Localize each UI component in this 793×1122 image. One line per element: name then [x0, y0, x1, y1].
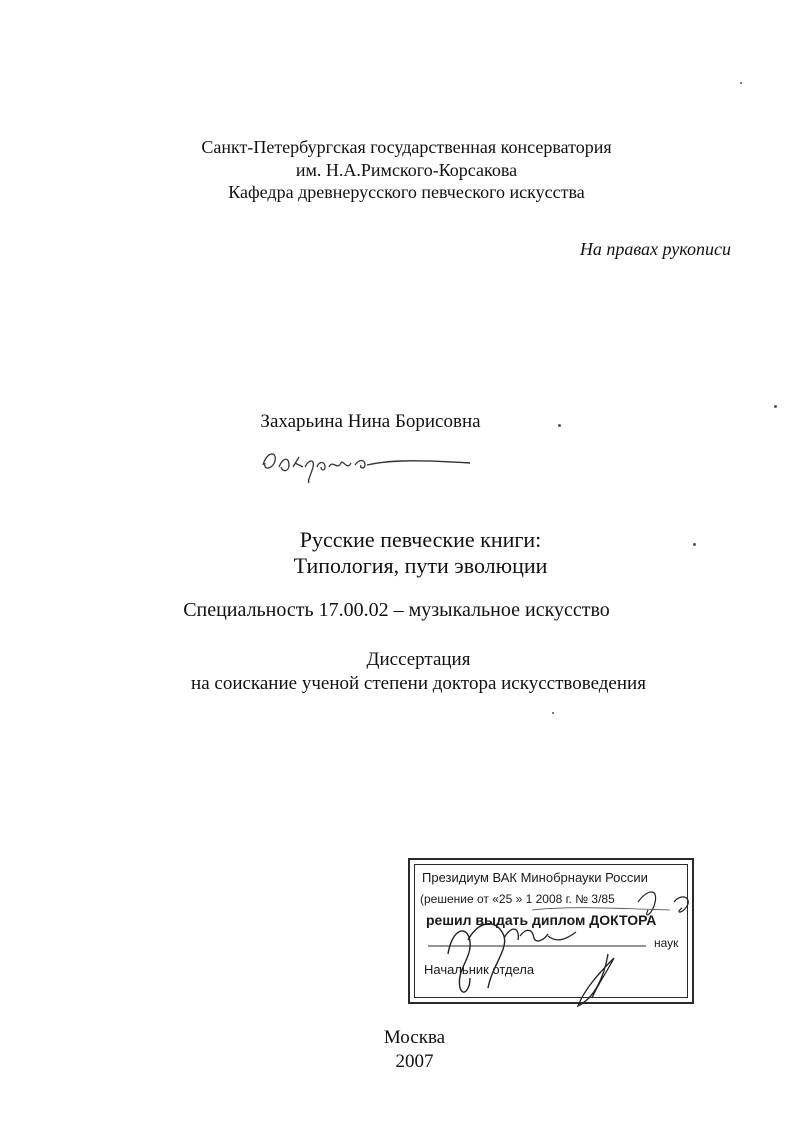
dissertation-title-line-2: Типология, пути эволюции: [293, 553, 548, 578]
city: Москва: [383, 1027, 446, 1048]
stamp-presidium: Президиум ВАК Минобрнауки России: [422, 870, 648, 885]
author-name: Захарьина Нина Борисовна: [260, 411, 481, 432]
scan-speck: [558, 424, 561, 427]
author-signature: [255, 437, 475, 487]
stamp-diploma: решил выдать диплом ДОКТОРА: [426, 912, 657, 928]
stamp-head-of-department: Начальник отдела: [424, 962, 535, 977]
department-name: Кафедра древнерусского певческого искусства: [228, 182, 585, 202]
dissertation-title-line-1: Русские певческие книги:: [299, 527, 542, 552]
scan-speck: [740, 82, 742, 84]
scan-speck: [774, 405, 777, 408]
stamp-sciences: наук: [654, 936, 679, 950]
degree-purpose: на соискание ученой степени доктора искусствоведения: [191, 673, 646, 694]
specialty: Специальность 17.00.02 – музыкальное искусство: [183, 599, 610, 621]
scan-speck: [693, 543, 696, 546]
scan-speck: [552, 712, 554, 714]
document-type: Диссертация: [366, 649, 471, 670]
rights-note: На правах рукописи: [579, 239, 731, 259]
vak-stamp: [408, 858, 698, 1008]
institution-named-after: им. Н.А.Римского-Корсакова: [295, 160, 518, 180]
stamp-decision: (решение от «25 » 1 2008 г. № 3/85: [420, 892, 615, 906]
year: 2007: [395, 1051, 434, 1072]
institution-name: Санкт-Петербургская государственная консерватория: [201, 137, 612, 157]
